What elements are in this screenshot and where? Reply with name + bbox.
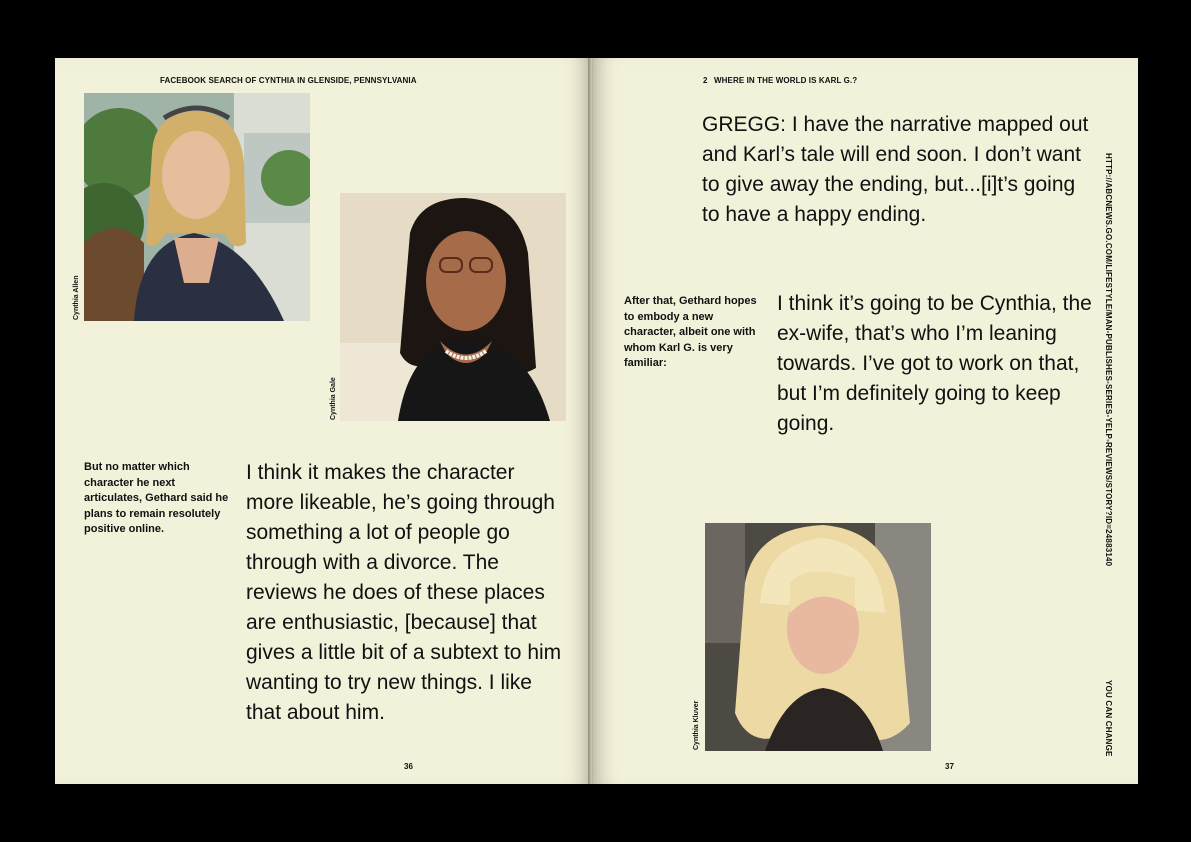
left-body-text: I think it makes the character more likeable, he’s going through something a lot of people go through with a divorce. The reviews he does of these places are enthusiastic, [because] that gives a little bit of a subtext to him wanting to try new things. I like that about him. (246, 461, 562, 724)
photo-cynthia-allen (84, 93, 310, 321)
photo3-caption: Cynthia Kluver (693, 700, 700, 750)
gregg-quote: GREGG: I have the narrative mapped out and Karl’s tale will end soon. I don’t want to give away the ending, but...[i]t’s going to have a happy ending. (702, 113, 1089, 226)
photo2-caption: Cynthia Gale (330, 377, 337, 420)
left-page-header: FACEBOOK SEARCH OF CYNTHIA IN GLENSIDE, PENNSYLVANIA (160, 76, 417, 85)
photo1-caption: Cynthia Allen (73, 275, 80, 320)
right-page-number: 37 (945, 762, 954, 771)
right-page (593, 58, 1138, 784)
right-page-header: WHERE IN THE WORLD IS KARL G.? (714, 76, 858, 85)
right-body-text: I think it’s going to be Cynthia, the ex-wife, that’s who I’m leaning towards. I’ve got to work on that, but I’m definitely going to keep going. (777, 292, 1092, 435)
photo-cynthia-gale (340, 193, 566, 421)
right-page-header-number: 2 (703, 76, 708, 85)
side-url: HTTP://ABCNEWS.GO.COM/LIFESTYLE/MAN-PUBLISHES-SERIES-YELP-REVIEWS/STORY?ID=24883140 (1104, 153, 1113, 567)
left-side-note: But no matter which character he next articulates, Gethard said he plans to remain resolutely positive online. (84, 461, 229, 535)
left-page (55, 58, 590, 784)
left-page-number: 36 (404, 762, 413, 771)
side-label: YOU CAN CHANGE (1104, 680, 1113, 757)
photo-cynthia-kluver (705, 523, 931, 751)
right-side-note: After that, Gethard hopes to embody a new character, albeit one with whom Karl G. is very familiar: (624, 295, 757, 369)
